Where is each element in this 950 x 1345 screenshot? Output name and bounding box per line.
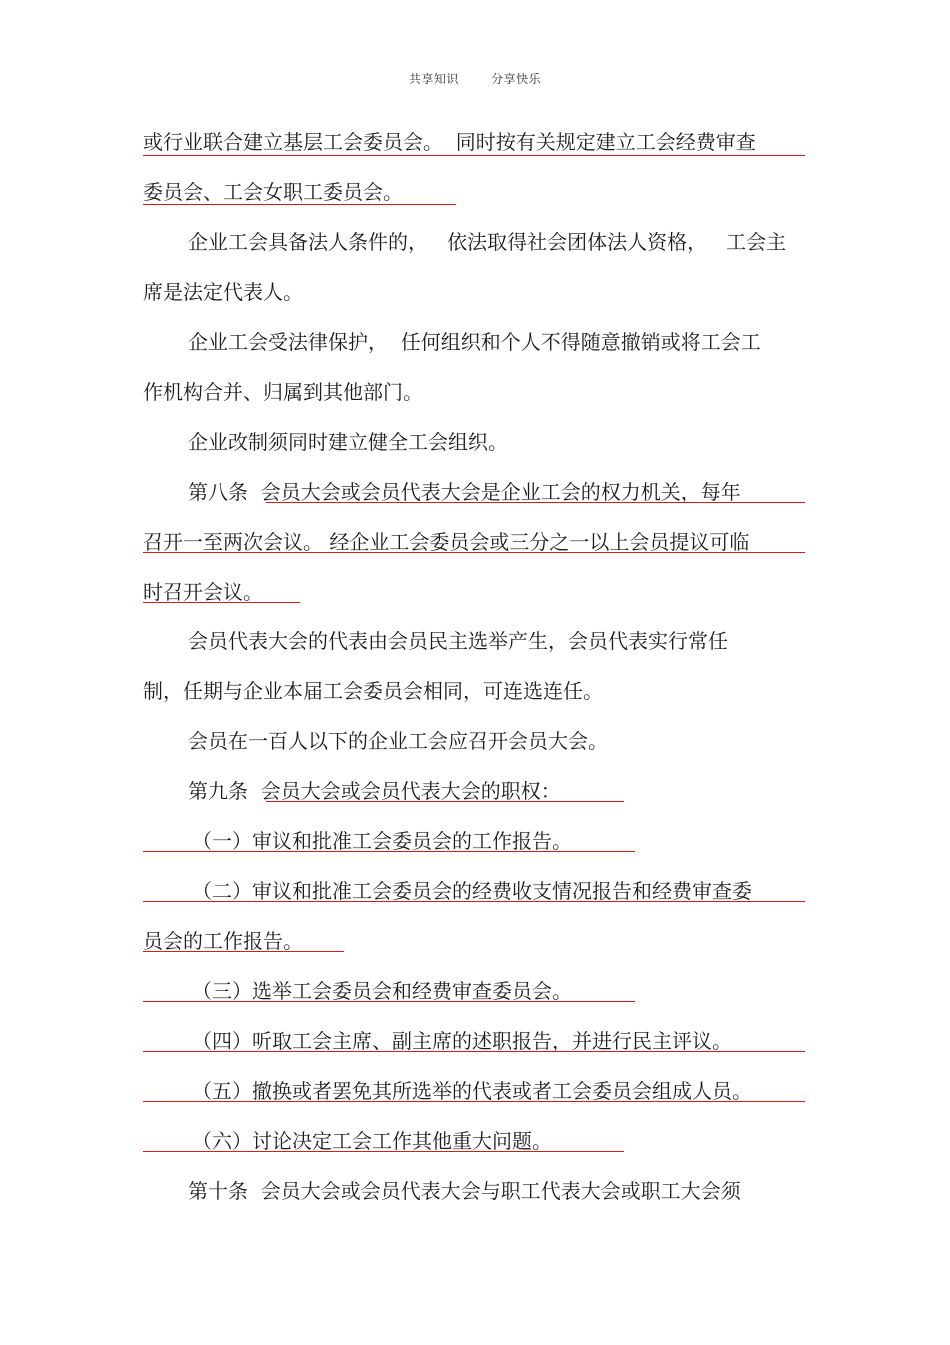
list-item-line: （一）审议和批准工会委员会的工作报告。: [192, 829, 572, 853]
text-line: 时召开会议。: [143, 580, 263, 604]
article-heading-line: 第八条 会员大会或会员代表大会是企业工会的权力机关，每年: [188, 480, 741, 504]
list-item-line: （二）审议和批准工会委员会的经费收支情况报告和经费审查委: [192, 879, 752, 903]
text-line: 企业改制须同时建立健全工会组织。: [188, 430, 508, 454]
text-line: 召开一至两次会议。 经企业工会委员会或三分之一以上会员提议可临: [143, 530, 750, 554]
red-underline: [143, 1151, 624, 1152]
red-underline: [143, 851, 635, 852]
red-underline: [143, 951, 344, 952]
red-underline: [143, 552, 805, 553]
article-heading-line: 第十条 会员大会或会员代表大会与职工代表大会或职工大会须: [188, 1179, 741, 1203]
text-line: 会员在一百人以下的企业工会应召开会员大会。: [188, 729, 608, 753]
list-item-line: （五）撤换或者罢免其所选举的代表或者工会委员会组成人员。: [192, 1079, 752, 1103]
list-item-line: （六）讨论决定工会工作其他重大问题。: [192, 1129, 552, 1153]
text-line: 员会的工作报告。: [143, 929, 303, 953]
text-line: 会员代表大会的代表由会员民主选举产生，会员代表实行常任: [188, 629, 728, 653]
text-line: 或行业联合建立基层工会委员会。 同时按有关规定建立工会经费审查: [143, 130, 756, 154]
red-underline: [143, 901, 805, 902]
header-left-text: 共享知识: [408, 72, 459, 86]
red-underline: [143, 602, 300, 603]
list-item-line: （三）选举工会委员会和经费审查委员会。: [192, 979, 572, 1003]
text-line: 企业工会具备法人条件的， 依法取得社会团体法人资格， 工会主: [188, 230, 787, 254]
text-line: 制，任期与企业本届工会委员会相同，可连选连任。: [143, 679, 603, 703]
text-line: 委员会、工会女职工委员会。: [143, 180, 403, 204]
list-item-line: （四）听取工会主席、副主席的述职报告，并进行民主评议。: [192, 1029, 732, 1053]
red-underline: [143, 1051, 805, 1052]
text-line: 企业工会受法律保护， 任何组织和个人不得随意撤销或将工会工: [188, 330, 761, 354]
red-underline: [143, 204, 456, 205]
red-underline: [266, 502, 805, 503]
article-heading-line: 第九条 会员大会或会员代表大会的职权：: [188, 779, 561, 803]
red-underline: [143, 1101, 805, 1102]
red-underline: [143, 155, 805, 156]
red-underline: [266, 801, 624, 802]
header-right-text: 分享快乐: [491, 72, 542, 86]
page-header: [0, 70, 950, 87]
red-underline: [143, 1001, 635, 1002]
text-line: 席是法定代表人。: [143, 280, 303, 304]
text-line: 作机构合并、归属到其他部门。: [143, 380, 423, 404]
